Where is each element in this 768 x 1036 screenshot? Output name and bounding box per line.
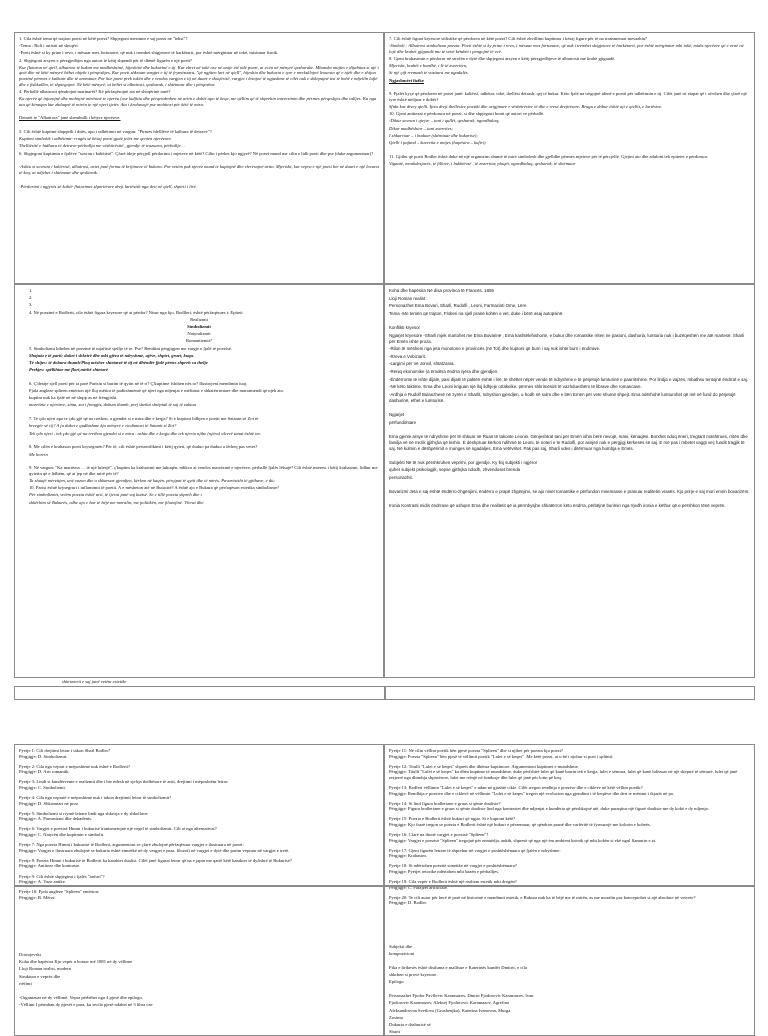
notes-cell-mid-left — [14, 284, 384, 678]
paragraph: Me horrin — [29, 451, 48, 457]
bottom-right-text — [389, 944, 750, 1035]
paragraph — [19, 410, 379, 415]
quiz-cell-left — [14, 744, 384, 900]
paragraph: Të shijes: të dobura thumb/Ploq mësher shtetarzë të tij në dhëndër fjalë përtes shpreh ca thelje — [29, 359, 208, 365]
paragraph: Ema gjente arsye të ndryshme për të shkuar në Ruan të takonte Leonin. Gënjeshtrat tani për Emën ishin bërë nevojë, mani, kënaqësi. Borxhet nduq ëneri, tregtarit mashtrues, rritën dhe familja vë në rrezik gjithçka që kishin. E dëshpruar kërkon ndihmë te Leoni, te noteri e te Rudolfi, por asnjëri nuk e përgjigj kërkesës së saj. E më pas i mbetet vaggt veç fundit tragjik të saj. Në kulmin e dëshpërimit e munges së ngadaljes, Ema vetëvritet. Pak pas saj, Sharli vdes i ditërmuar nga humbja e Emës. — [389, 433, 748, 451]
paragraph: kuptim nuk ka fjalë në në shqip as në frëngjisht. — [29, 395, 118, 401]
quiz-answer: Përgjigje: Pyetjet retorike ndërtohen mbi bazën e përballjes. — [389, 869, 500, 874]
quiz-cell-right — [384, 744, 755, 906]
paragraph — [19, 438, 379, 443]
paragraph: 5. Simbolizmi kthehet në poezinë të mjaftisë sjellje të re. Pse? Renditni përgjigjen me vargje e fjalë të poezisë. — [29, 345, 233, 351]
quiz-left-list — [19, 748, 379, 900]
paragraph: Sharit — [389, 1029, 400, 1035]
mid-left-text — [19, 288, 379, 505]
paragraph: -Rëniq ekonomike (a ërndëra ëndrra njëra dhe gjendjen. — [389, 368, 499, 374]
paragraph: Dostojevski — [19, 952, 41, 957]
paragraph: Epilogu — [389, 979, 404, 985]
quiz-question: Pyetje 2: Cila nga veprat e mëposhtme nuk është e Bodlerit? — [19, 763, 130, 769]
paragraph — [389, 987, 750, 992]
paragraph: -Dikur sovran i qiejve – tani i qullët, qesharak, ngordhalaq; — [389, 118, 500, 124]
paragraph: Struktura e veprës dhe — [19, 973, 61, 979]
top-right-text — [389, 36, 750, 167]
paragraph: -Përdorimi i ngjyrës së kaltër fluturimet shpirtërore drejt lartësish nga deti në qiell, shpirti i lirë. — [19, 183, 197, 189]
paragraph: -Në këto taktime, Ema dhe Leoni kriguan një lloj lidhjeje ortakeike, përmes shkrimësirit të vazhdueshëm të librave dhe romancave. — [389, 384, 642, 390]
paragraph: Fika e lirikesës është distluma e mallisue e Katerinës kundër Dmitrit, e cila — [389, 964, 527, 970]
paragraph: 2. — [29, 295, 33, 301]
paragraph: Kuptimi simbolik i udhëtimit- rrugës së kësaj poezi gjatë jetës me qenien njerëzore. — [19, 136, 172, 142]
quiz-question: Pyetje 13: Bodleri vëllimin "Lulet e së keqes" e ndan në gjashtë cikle. Cilët rregon rendhija e poezive dhe e cikleve në këtë vëllim poetik? — [389, 784, 643, 790]
paragraph — [19, 459, 379, 464]
paragraph: Ta shuajë mërzitjen, unë vazon dhe a shkaruar gjendjen, kërkon në kaqën, përçipat të qytit dhe të mirës. Pavarësisht të gjithave, e dic. — [29, 478, 276, 484]
paragraph: kompozicioni — [389, 951, 415, 957]
paragraph: Ngjarjet — [389, 411, 405, 417]
quiz-question: Pyetje 17: Gjeni figurën letrare të shprehur në vargjet e poshtëshënuara që fjalën e ndryshme: — [389, 847, 561, 853]
paragraph — [389, 85, 750, 90]
quiz-answer: Përgjigje: C. Natyrën dhe kuptimin e simbolit. — [19, 832, 105, 838]
paragraph: -Ëndërronte të ishte dijalë, pasi dijalë të paktën është i lirë, të shëttet nëpër vende të ndryshme e të përjetojë lumturinë e paarritshme. Por lindja e vajzës, mbathsu tentojnë ëndrrat e saj. — [389, 376, 749, 382]
paragraph: marrëzia e njerëzve, sima, zot i frengjis, dokum thumb, prej shekut shtëpiak të saj të zaktua — [29, 402, 196, 408]
paragraph: Vigantë, monkdesjarës, të fillove, i bukhërisë , të zvarritur, ploqët, ngordhalaq, qesharak, të shtëmaur — [389, 161, 576, 166]
paragraph: 4. Në poezinë e Bodlerit, cila është figura kryesore që ai përdor? Nisur nga kjo, Bodlleri, është përfaqësues i: Epiteti — [29, 309, 243, 315]
paragraph: 7. Cili është figura kryesore stilistike që përdoren në këtë poezi? Cili është zhvillimi kuptimor i kësaj figure për të na transmetuar mesazhin? — [389, 36, 648, 41]
paragraph — [389, 427, 750, 432]
paragraph: -Organizuar në dy vëllimë. Vepra përbëhet nga 4 pjesë dhe epilogu. — [19, 994, 143, 1000]
paragraph: personazhit. — [389, 475, 413, 481]
quiz-question: Pyetje 5: Simbolizmi si rrymë letrare lindi nga shkrirja e dy shkollave: — [19, 810, 149, 816]
quiz-answer: Përgjigje: Kjo frazë tregon se poezia e Bodlerit është një bukuri e përzemuar, që qëndron pranë dhe varfëritë të fyrnuzojë me kolorin e koheës. — [389, 821, 651, 827]
mid-right-text — [389, 288, 750, 509]
paragraph: 6. Ç'detaje sjell poeti për ta parë Parisin si burim të qytin në të ri? Ç'kuptime fshihen nës to? Ilustrojeni mendimin tuaj. — [29, 380, 248, 386]
paragraph: Dikur madhështor – tani zvarrites; — [389, 125, 454, 131]
quiz-question: Pyetje 4: Cila nga vepratë e mëposhtme nuk i takon drejtimit letrar të simbolizmit? — [19, 795, 172, 801]
paragraph: 9. Në vargun: "Ka marrëzia … të një lulesjë", ç'kuptim ka krahasimi me luhuqën, ndikva ai vendos marrëzinë e njerëzve, përballë fjalës lëlsajë? Cili është interesi i këtij krahasimi, lidhur me qytetin që e lidhëm, që ai jep në dhe mirë për të? — [29, 465, 378, 476]
paragraph: 10. Gjeni antitezat e përdorura në poezi, si dhe shpjegoni bonit që autori ve përballë. — [389, 111, 545, 117]
paragraph: Ngjarjet kryesore -Sharli mjek martohet me Ema Bovarinë , Ema kashtëlehishorte, e bukur dhe romantike rriten ne pasioni, dashuria, lumturia nuk i buzëqeshën me atë martesë. Sharli për Emën ishte proza. — [389, 332, 745, 344]
paragraph — [19, 988, 379, 993]
quiz-answer: Përgjigje: Vargjet e ilustruara zbulojnë se bukuria është etmeëkë në dy vargjet e para, filozofi në vargjet e dytë dhe parim vepruar në vargjet e tretë. — [19, 847, 290, 853]
paragraph — [389, 453, 750, 458]
paragraph: Fjodorovic Karamazov, Aleksej Fjodorovic Karamazov, Agrefina — [389, 1000, 509, 1006]
paragraph: Konflikti kryesor — [389, 324, 420, 330]
paragraph: Dukuria e dashurisë së — [389, 1021, 431, 1027]
paragraph: -Poeti është si ky prine i revo, i mësuar mes fortunave, që nuk i trembet shigjetave të harkëtarit, por është mërgimtar në tokë, mistunar fisnik. — [19, 50, 279, 56]
paragraph: Lloji Roman realist — [389, 295, 426, 301]
quiz-question: Pyetje 18: Si ndërtohen poezitë sonetike në vargjet e poshtëshënuara? — [389, 863, 517, 869]
paragraph: Aleksandrovna Svetlova (Grushenjka), Katerina Ivanovna, Murga — [389, 1007, 511, 1013]
quiz-answer: Përgjigje: A. Vazo antike. — [19, 879, 66, 885]
paragraph: -Ashtu si sovrani i kaltërisë, albatrosi, artet janë forma të krijimeve të bukura. Por vetëm pak njerëz mund te kuptojnë dhe vlerësojnë artin. Mjerisht, kur vepra e një poeti bie në duart e një lexuesi të keq, ai ndjehet i shtëmaur dhe qesharak. — [19, 164, 379, 175]
paragraph: 11. Gjithu që poeti Bodler është duke në një organizim shumë të mirë simbolesh dhe gjelldhe përmes mjeteve për të përcjellë. Gjejini ato dhe aduloni tek epitetet e përdorura. — [389, 153, 709, 159]
paragraph — [389, 958, 750, 963]
quiz-question: Pyetje 3: Lindi si kundërvenie e realizmit dhe i bie ndesh në sjelrja thelbësore të artit, drejtimi i mëposhtëm letrar: — [19, 779, 229, 785]
paragraph: 8. Gjeni krahasimin e përdorur në strofën e dytë dhe shpjegoni arsyen e këtij përzgjedhjeve të albatrosit me krahë gjigandë. — [389, 55, 616, 61]
paragraph: Ironia Kontrasti midis ëndrrave që ushqen Ema dhe realitetit që ia përmbysjhe shkatërron këto ëndrra, përbëjnë burimin nga rrjedh ironia e këthur që e përshkon tënë veprën. — [389, 503, 726, 509]
paragraph: shkërbim së Bukurës, edhe ajo e bar të bëjë me moralin, me politikën, me filozofinë. Vlerat dhe — [29, 499, 204, 505]
paragraph: Si një çift rremash të vozitura me ngadalës. — [389, 70, 469, 76]
paragraph: Romantizmit? — [185, 338, 213, 344]
paragraph: 1. — [29, 288, 33, 293]
quiz-question: Pyetje 16: Cfarë na thonë vargjet e poezisë "Splieen"? — [389, 832, 489, 838]
paragraph: Qielli i pafund – kuvertia e anijes (hapësira – kufiri) — [389, 140, 486, 146]
paragraph: rrëfimi — [19, 980, 32, 986]
paragraph: -Rreva e Vobiziarit. — [389, 353, 427, 359]
paragraph: -Ardhja e Rudolf Bulanzhesë në zyrën e Sharlit, ndryshon gjendjen. u hodh në sulm dhe e bën Emën për vete shumë shpejt. Ema ndërhohë lumturohet që më në fund do përjetojë dashurinë, ethet e lumturisë. — [389, 391, 736, 403]
paragraph: -Tema : Roli i artistit në shoqëri. — [19, 43, 79, 49]
quiz-answer: Përgjigje: B. Mërzi. — [19, 894, 56, 900]
paragraph: shkrhen si provë kryesore. — [389, 972, 438, 978]
top-left-text — [19, 36, 379, 189]
quiz-question: Pyetje 6: Vargjet e poezisë Himni i bukurisë trantsmetojnë një vegel të simbolizmit. Cili ai nga alternativat? — [19, 826, 217, 832]
paragraph — [389, 483, 750, 488]
quiz-question: Pyetje 12: Titulli "Lulet e së keqes" shpreh dhe dhënsa kuptimore. Argumentoni kuptimet e mundshme. — [389, 763, 579, 769]
paragraph: -Simboli : Albatrosi simbolizon poezia. Poeti është si ky prine i revo, i mësuar mes fortunave, që nuk i trembet shigjetave të harkëtarit, por është mërgimtar mbi tokë, midis njerëzve që e venë në lojë dhe krahët gjigandë mu të vënë këmbët i pengojnë të ecë. — [389, 43, 744, 54]
paragraph: përfundimtare — [389, 419, 417, 425]
quiz-answer: Përgjigje: D. Arti romantik. — [19, 769, 70, 775]
paragraph: Shajuta e të parit: duket i shkrirë dhe mbi gjëra të ndryshme, ujëve, shpiet, gruet, kuqa. — [29, 352, 195, 358]
paragraph: Realizmit — [190, 316, 208, 322]
paragraph: 10. Parisi është krysegruri i inflamimit të poetit. A e mësheton atë në Butacitë? A është ajo e Bukura që përfaqëson estetika simbolisme? — [29, 485, 280, 491]
notes-cell-bottom-left — [14, 886, 384, 1036]
paragraph: Mjerisht, krahët e bardhë, i lë të zvarriten, — [389, 63, 468, 69]
quiz-question: Pyetje 11: Në cilin vëllim poetik bën pjesë poezia "Splieen" dhe si njihet për poezin kjo poezi? — [389, 748, 564, 753]
paragraph — [389, 147, 750, 152]
paragraph: Thelltësitë e hidhura të detrave-përballja me vështirësitë , gjendje të trazuara, përballje… — [19, 143, 185, 149]
quiz-answer: Përgjigje: Antiteze dhe kontraste. — [19, 863, 81, 869]
quiz-answer: Përgjigje: D. Simbolizmit. — [19, 753, 68, 759]
notes-cell-top-right — [384, 32, 755, 284]
paragraph: Tema -Me temën që trajton, Floberi na sjell pranë kohën e vet, duke i bërë asaj autopsinë. — [389, 310, 564, 316]
paragraph: Subjekti Në të nuk përshkruhen veprimi, por gjendje. Ky lloj subjekti i ngjëror — [389, 459, 538, 465]
quiz-answer: Përgjigje: C. Parajzet artificiale. — [389, 884, 448, 890]
quiz-answer: Përgjigje: Krahasim. — [389, 853, 427, 859]
paragraph: Koha dhe hapësira Kjo vepër u botuar më 1881 në dy vëllime — [19, 959, 133, 965]
paragraph: Lloji Roman realist, modern — [19, 966, 72, 972]
paragraph: Fjala angleze splieen emërton një fluj mëtira të paditshmëmë që njeri nga ndjenjat e mëfimut e shkatërrimtare dhe marramendi që njeh ato. — [29, 388, 285, 394]
paragraph: 7. Te çdo njeri apo te çdo gjë që na rrethon, a gjendet si e mira dhe e keqja? Si e kuptoni lidhjen e poetit me Satanin së Zot të — [29, 416, 259, 422]
paragraph: 6. Shpjegoni kuptimin e fjalëve "sovran i kaltërisë". Çfarë ideje përçjell përdorimi i mjeteve në këtë? Cilin i përket kjo ngjyrë? Në poezi mund me cilin e lidh poeti dhe pse (duke argumentuar)? — [19, 150, 374, 156]
quiz-question: Pyetje 9: Cili është shpjegimi i fjalës "anfuri"? — [19, 873, 105, 879]
paragraph — [389, 405, 750, 410]
paragraph: Tek çdo njeri , tek çdo gjë që na rrethon gjendet si e mira . ashtu dhe e keqja dhe tek njeriu njihe (njëra) ulcerë tanat është tee. — [29, 430, 262, 436]
quiz-right-list — [389, 748, 750, 906]
paragraph — [19, 177, 379, 182]
bottom-left-text — [19, 952, 379, 1007]
paragraph: Subjekti dhe — [389, 944, 413, 949]
quiz-answer: Përgjigje: A. Parnasizmi dhe dekadenis. — [19, 816, 93, 822]
paragraph: 1. Cila është tema që trajton poezi në këtë poezi? Shpjegoni mesimin e saj poezi në "tekst"? — [19, 36, 188, 41]
overflow-text: shkrimerit e saj janë vetëm estetike — [62, 679, 127, 684]
quiz-question: Pyetje 20: Te cili autor për herë të parë në historinë e mendimit estetik, e Bukura nuk ka të bëjë me të mirën, as me moralin por konceptohet si një absolute në vetvete? — [389, 894, 696, 900]
paragraph: Koha dhe hapësira Në disa provinca të Francës. 1856 — [389, 288, 494, 293]
paragraph: Natyralizmit — [187, 331, 211, 337]
quiz-question: Pyetje 10: Fjala angleze "Splieen" emërton: — [19, 889, 100, 895]
paragraph: Personazhet Fjodor Pavllovic Karamazov, Dmitri Fjodorovic Karamazov, Ivan — [389, 993, 534, 999]
paragraph — [19, 374, 379, 379]
paragraph — [389, 497, 750, 502]
paragraph: 3. — [29, 302, 33, 308]
quiz-question: Pyetje 7: Nga poezia Himni i bukurisë të Bodlerit, argumentoni se çfarë zbulojnë përfaqësuar vargjet e ilustruara në poezi: — [19, 842, 244, 848]
paragraph: Detarët te "Albatross" janë shembulli i këtyre njerëzve. — [19, 115, 121, 121]
notes-cell-top-left — [14, 32, 384, 284]
paragraph — [19, 109, 379, 114]
paragraph: 2. Shpjegoni arsyen e përzgjedhjes nga autori të këtij shpendi për të dhënë figurën e një poeti? — [19, 57, 193, 63]
paragraph: -Vëllimi I përmban dy pjesët e para, ku secila pjesë ndahet në 3 libra ose — [19, 1001, 153, 1007]
quiz-question: Pyetje 15: Poezia e Bodlerit është bukuri që ngjar. Si e kuptoni këtë? — [389, 816, 516, 822]
paragraph — [389, 318, 750, 323]
paragraph: 4. Përballë albatrosit qëndrojnë marinarët? Kë përfaqësojnë ata në shoqërinë tonë? — [19, 88, 171, 94]
paragraph: Ka njerëz që injorojnë dhe mohojnë mirësinë te njerëu (ose kulfitia dhe përqendrohen në artin e dobët apo të keqe, me qëllim që të shprehin interesimin dhe përmes përqeshjes dhe talljes. Ka nga ata që kënaqen kur zhduqnë të mirën te një njeri tjetër. Ata i krahasojë pse mohitori për këtë të mira. — [19, 95, 377, 107]
paragraph — [19, 158, 379, 163]
paragraph: Për simbolizmit, vetëm poezia është arti, të tjerat janë vaj kutisë. Se e tillë poezia shpreh dhe i — [29, 492, 202, 498]
quiz-answer: Përgjigje: Rendhija e poezive dhe e ciklevë në vëllimin "Lulet e së keqes" tregon një evolucion nga gjendimi i të keqtëve dhe deri te mësimi i ikjarët në pa. — [389, 790, 674, 796]
paragraph: Prekjes: spëlkhtar me flori,mirbë shtetavë — [29, 367, 108, 373]
paragraph: I shkurruar – i buduar (shëmtuar dhe bukurise); — [389, 132, 478, 138]
quiz-answer: Përgjigje: D. Shkrimtari në proz. — [19, 800, 80, 806]
paragraph: 9. Fjalët kyçe që përdoren në poezi janë: kaltërsi, udhëtar, tokë, thellësi detrash, qej të bukur. Këto fjalë na tregojnë idenë e poetit për udhëtimin e tij. Cilët janë tri etapat që i ofrohen dhe çfarë një tyre është nëdjuar e dobët? — [389, 91, 747, 102]
quiz-answer: Përgjigje: Titulli "Lulet e së keqes" ka dhea kuptime të mundshme, duke përfshirë lulet që kanë barrin tek e keqja, lulet e sëmura, lulet që kanë lulëzuar në një skeptrë të sëmurë, lulet që janë rezjerrë nga dhimbja shpirtërore, lulet me rrënjë në fundosje dhe lulet që janë për lotin pë keq. — [389, 769, 738, 780]
paragraph: Bovarizmi Jeta e saj është ëndërro-zhgënjimi, ëndërro e prapë zhgënjimi, se ajo niset romantike e përfundon mnemasse e pranuar realitetin vrasës. Kjo prirje e saj mori emrin bovarizëm. — [389, 489, 750, 495]
quiz-question: Pyetje 8: Poezia Himni i bukurisë të Bodlerit ka karaktet dualist. Cilët janë figurat letrar që na e japin me qartë këtë karakter të dyfishtë të Bukurisë? — [19, 857, 292, 863]
quiz-question: Pyetje 1: Cili drejtimi letrar i takon Sharl Bodler? — [19, 748, 111, 753]
quiz-question: Pyetje 14: Si lind figura bodleriane e gruas si qënie dualiste? — [389, 800, 501, 806]
paragraph: Ngjashmëri fizike — [389, 77, 424, 83]
notes-cell-mid-right — [384, 284, 755, 678]
paragraph: Zosima — [389, 1014, 403, 1020]
paragraph: Sfida kur divey qielli. Ijeta drejt thellësive poetiki dhe origjinare e vështirësive të dhe e rreut drejtrisore. Brugu e dobur është aji e qiellit, e lartësive. — [389, 104, 663, 110]
quiz-answer: Përgjigje: Poezia "Splieen" bën pjesë të vëllimit poetik "Lulet e së keqes". Me këtë poezi, ai u bë i njohur si poet i spltinit. — [389, 753, 614, 759]
paragraph: 5. Cili është kuptimi shqeprik i ditës, apo i udhëtimit në vargun: "Pirmes hlelllëve të kalbura të detrave"? — [19, 129, 212, 135]
paragraph: -Largimi për në Jonvil, shtatzania. — [389, 361, 455, 367]
quiz-answer: Përgjigje: Vargjet e poezisë "Splieen" tregojnë për ennuëdja, ankth, shpresë që nga një ëm ambient kronik që mbi kokën si ekë ngul flamurin e zi. — [389, 837, 657, 843]
paragraph: 8. Me cilën e krahason poeti krysegruën? Për të, cili është personifikimi i këtij qyteti, që duduo pa duduo a tërheq pas vetes? — [29, 444, 258, 450]
separator-strip-divider — [384, 686, 386, 700]
quiz-answer: Përgjigje: D. Bodler. — [389, 900, 427, 906]
quiz-answer: Përgjigje: C. Simbolizmi. — [19, 784, 66, 790]
quiz-answer: Përgjigje: Figura bodleriane e gruas si qënie dualiste lind nga kontrastet dhe ndjenjat e kundërta që përshkojnë atë, duke paraqitur një figurë dualiste me dy kokë e dy ndjenja. — [389, 806, 709, 812]
quiz-question: Pyetje 19: Cila vepër e Bodlerit është një realizm estetik mbi drogën? — [389, 879, 517, 885]
paragraph: Kur fluturon në qiell, albatrosi të bukon me madhështinë, hijeshinë dhe bukurinë e tij. Kur zbret në tokë ose në anije ëtë ndë poezi, ai ecën në mënyrë qesharake. Mbandet mujtes e dijabitas si një i qetë dhe në këtë mënyrë bëhet objekt i përqeshjes. Kur poeti shkruan vargjet e tij të frymëzuara, "që ngjiten lart në qiell", hijeshia dhe bukuria e tyre e mrekullojnë lexuesin që e njeh dhe e shijon poezinë përmes e kalkuar dhe të aromtuar. Por kur poeti prek tokën dhe e vendos vargjen e tij në duart e shoqërisë, vargjet i lexojnë të ngjashme të cilët nuk e shkëpujnë tisi të kohë e ndjellin luftë dhe e fishkullën, të shpiegojnë. Në këtë mënyrë, ai bëhet si albatrosi, qesharak, i shtëmaur dhe i përqeshur. — [19, 64, 379, 87]
paragraph: Simbolizmit — [187, 323, 211, 329]
paragraph: -Rilon të mësheni nga jeta monotone e provincës (në Tot) dhe kuptoni që burri i saj nuk ishte burri i ëndrrave. — [389, 346, 601, 352]
notes-cell-bottom-right — [384, 886, 755, 1036]
paragraph: breegër së tij? A ju duket e qudhtshme kjo mënyrë e ciedimtari të Satanit si Zot? — [29, 423, 177, 429]
paragraph: quhet subjekt psikologjik, sepse gjithçka ndodh, zhvendoset brenda — [389, 467, 521, 473]
paragraph — [19, 122, 379, 127]
paragraph: Personazhet Ema Bovari, Sharli, Rudolfi , Leoni, Farmacisti Ome, Lëre — [389, 303, 527, 309]
